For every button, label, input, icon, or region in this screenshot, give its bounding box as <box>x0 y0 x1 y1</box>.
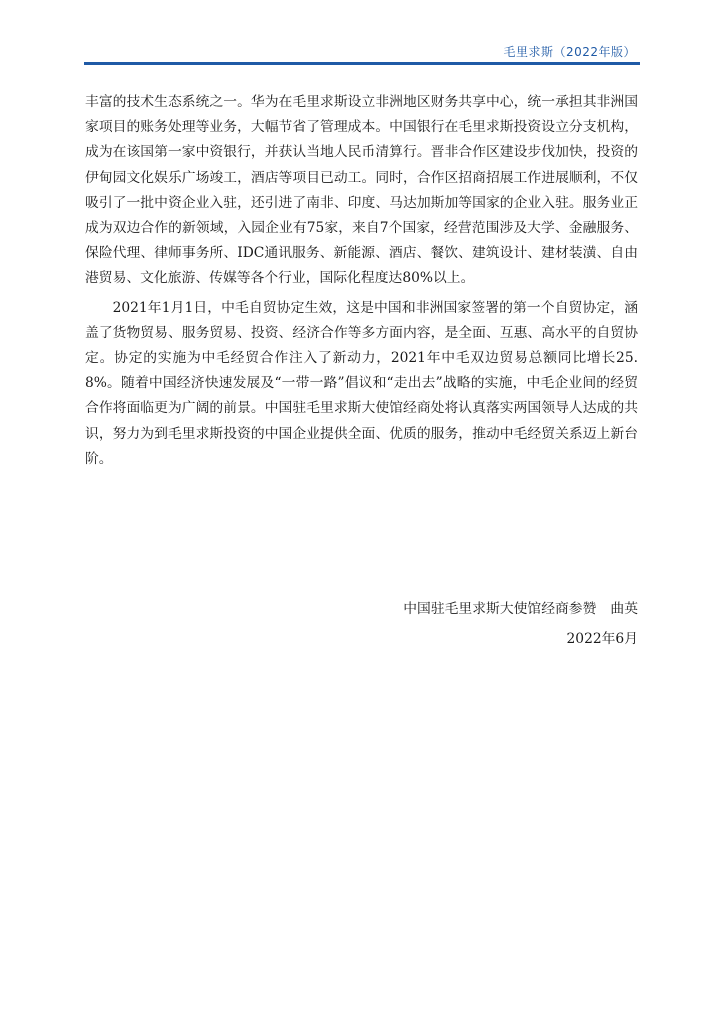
header-rule <box>84 62 640 65</box>
signature-organization: 中国驻毛里求斯大使馆经商参赞 <box>403 601 597 617</box>
signature-name: 曲英 <box>610 601 638 617</box>
body-text <box>85 90 638 472</box>
signature-block <box>403 594 638 654</box>
signature-date: 2022年6月 <box>566 631 638 647</box>
page-header <box>84 40 640 62</box>
running-header-title: 毛里求斯（2022年版） <box>503 45 636 59</box>
paragraph-2: 2021年1月1日，中毛自贸协定生效，这是中国和非洲国家签署的第一个自贸协定，涵盖了货物贸易、服务贸易、投资、经济合作等多方面内容，是全面、互惠、高水平的自贸协定。协定的实施为中毛经贸合作注入了新动力，2021年中毛双边贸易总额同比增长25.8%。随着中国经济快速发展及“一带一路”倡议和“走出去”战略的实施，中毛企业间的经贸合作将面临更为广阔的前景。中国驻毛里求斯大使馆经商处将认真落实两国领导人达成的共识，努力为到毛里求斯投资的中国企业提供全面、优质的服务，推动中毛经贸关系迈上新台阶。 <box>85 299 638 467</box>
signature-line <box>403 594 638 624</box>
paragraph-1: 丰富的技术生态系统之一。华为在毛里求斯设立非洲地区财务共享中心，统一承担其非洲国家项目的账务处理等业务，大幅节省了管理成本。中国银行在毛里求斯投资设立分支机构，成为在该国第一家中资银行，并获认当地人民币清算行。晋非合作区建设步伐加快，投资的伊甸园文化娱乐广场竣工，酒店等项目已动工。同时，合作区招商招展工作进展顺利，不仅吸引了一批中资企业入驻，还引进了南非、印度、马达加斯加等国家的企业入驻。服务业正成为双边合作的新领域，入园企业有75家，来自7个国家，经营范围涉及大学、金融服务、保险代理、律师事务所、IDC通讯服务、新能源、酒店、餐饮、建筑设计、建材装潢、自由港贸易、文化旅游、传媒等各个行业，国际化程度达80%以上。 <box>85 94 638 287</box>
